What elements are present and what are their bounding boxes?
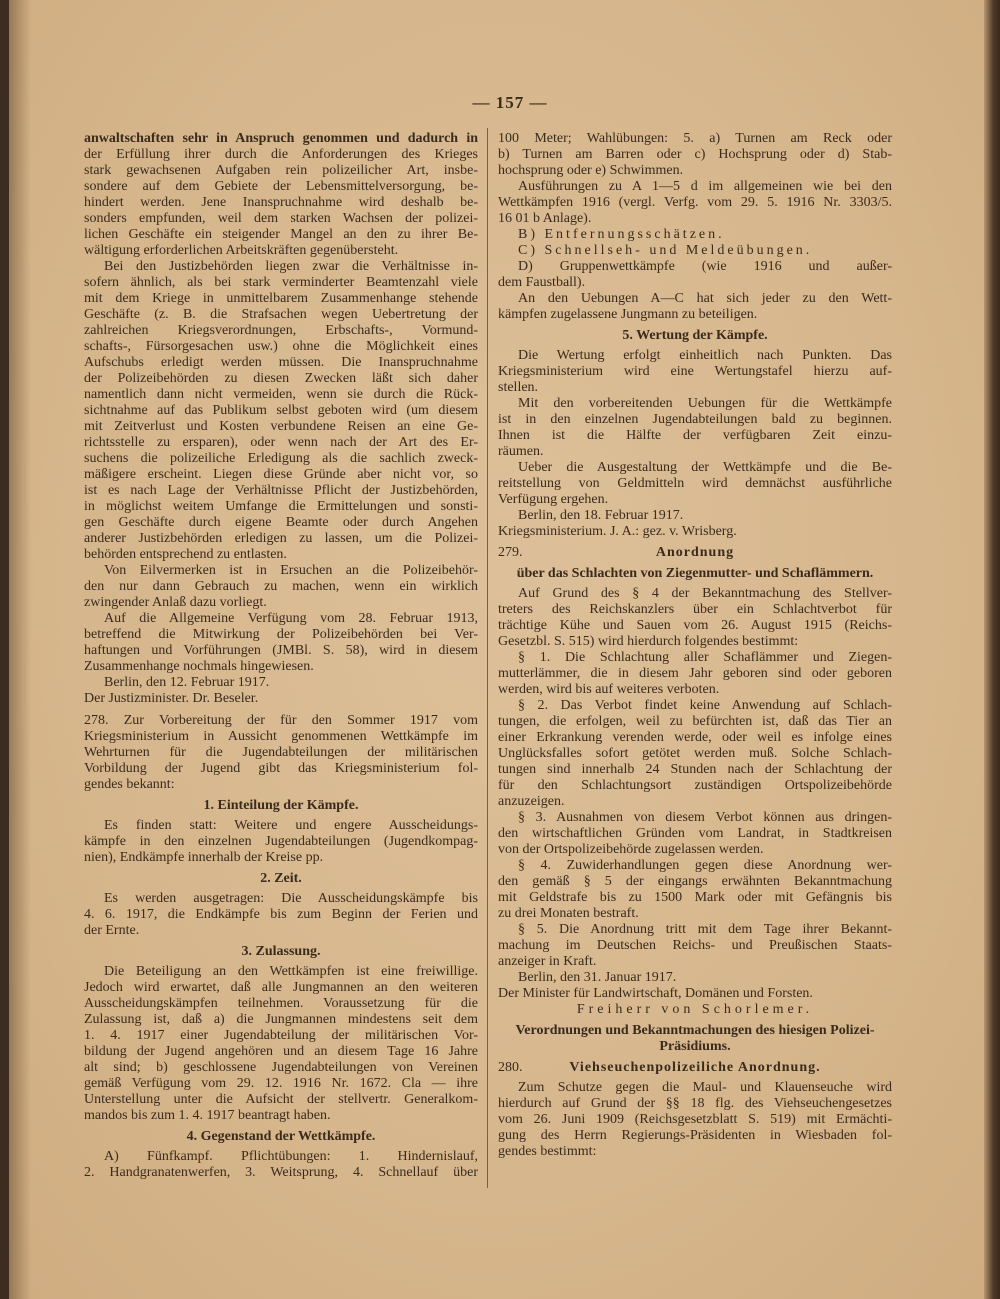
text-line: reitstellung von Geldmitteln wird demnächst ausführliche (498, 476, 892, 491)
text-line: namentlich dann nicht vermeiden, wenn sie durch die Rück- (84, 387, 478, 402)
dateline: Berlin, den 31. Januar 1917. (518, 970, 677, 985)
text-line: behörden entsprechend zu entlasten. (84, 547, 287, 562)
text-line: anzuzeigen. (498, 794, 565, 809)
text-line: Der Minister für Landwirtschaft, Domänen und Forsten. (498, 986, 813, 1001)
section-number: 280. (498, 1060, 523, 1075)
text-line: Ausführungen zu A 1—5 d im allgemeinen wie bei den (518, 179, 892, 194)
gutter-shadow (9, 0, 31, 1299)
text-line: suchens die polizeiliche Erledigung als die sachlich zweck- (84, 451, 478, 466)
text-line: richtsstelle zu ersparen), oder wenn nach der Art des Er- (84, 435, 478, 450)
paragraph (84, 891, 478, 939)
column-divider (487, 128, 488, 1188)
section-heading: Viehseuchenpolizeiliche Anordnung. (569, 1060, 821, 1075)
text-line: hindert werden. Jene Inanspruchnahme wird deshalb be- (84, 195, 478, 210)
paragraph (498, 922, 892, 970)
text-line: zwingender Anlaß dazu vorliegt. (84, 595, 267, 610)
text-line: gen Geschäfte durch eigene Beamte oder durch Angehen (84, 515, 478, 530)
section-heading: 1. Einteilung der Kämpfe. (203, 798, 359, 813)
page-edge (984, 0, 1000, 1299)
text-line: den gemäß § 5 der eingangs erwähnten Bekanntmachung (498, 874, 892, 889)
text-line: lichen Geschäfte ein steigender Mangel an den zu ihrer Be- (84, 227, 478, 242)
text-line: sofern ähnlich, als bei stark verminderter Beamtenzahl viele (84, 275, 478, 290)
paragraph (498, 291, 892, 323)
text-line: Auf die Allgemeine Verfügung vom 28. Februar 1913, (104, 611, 478, 626)
text-line: gendes bekannt: (84, 777, 175, 792)
text-line: mit dem Kriege in unmittelbarem Zusammenhange stehende (84, 291, 478, 306)
text-line: Mit den vorbereitenden Uebungen für die Wettkämpfe (518, 396, 892, 411)
text-line: Von Eilvermerken ist in Ersuchen an die Polizeibehör- (104, 563, 478, 578)
section-heading: 5. Wertung der Kämpfe. (622, 328, 768, 343)
text-line: Jedoch wird erwartet, daß alle Jungmannen an den weiteren (84, 980, 478, 995)
spaced-item: C) Schnellseh- und Meldeübungen. (518, 243, 813, 258)
text-line: Es finden statt: Weitere und engere Ausscheidungs- (104, 818, 478, 833)
paragraph (498, 396, 892, 460)
paragraph (498, 810, 892, 858)
dateline: Berlin, den 12. Februar 1917. (104, 675, 270, 690)
text-line: ist es nach Lage der Verhältnisse Pflicht der Justizbehörden, (84, 483, 478, 498)
section-heading: über das Schlachten von Ziegenmutter- und Schaflämmern. (516, 566, 874, 581)
text-line: betreffend die Mitwirkung der Polizeibehörden bei Ver- (84, 627, 478, 642)
paragraph (498, 650, 892, 698)
text-line: der Erfüllung ihrer durch die Anforderungen des Krieges (84, 147, 478, 162)
paragraph (84, 259, 478, 563)
text-line: stellen. (498, 380, 539, 395)
text-line: § 1. Die Schlachtung aller Schaflämmer und Ziegen- (518, 650, 892, 665)
paragraph (498, 259, 892, 291)
text-line: nien), Endkämpfe innerhalb der Kreise pp. (84, 850, 324, 865)
text-line: Geschäfte (z. B. die Strafsachen wegen Uebertretung der (84, 307, 478, 322)
text-line: mit Geldstrafe bis zu 1500 Mark oder mit Gefängnis bis (498, 890, 892, 905)
section-heading: Verordnungen und Bekanntmachungen des hiesigen Polizei-Präsidiums. (515, 1023, 875, 1054)
text-line: hochsprung oder e) Schwimmen. (498, 163, 684, 178)
text-line: wältigung erforderlichen Arbeitskräften gegenübersteht. (84, 243, 399, 258)
text-line: sichtnahme auf das Publikum selbst geboten wird (um diesem (84, 403, 478, 418)
paragraph (84, 818, 478, 866)
text-line: Ausscheidungskämpfen teilnehmen. Voraussetzung für die (84, 996, 478, 1011)
text-line: mandos bis zum 1. 4. 1917 beantragt haben. (84, 1108, 331, 1123)
text-line: mit Zeitverlust und Kosten verbundene Reisen an eine Ge- (84, 419, 478, 434)
left-column (84, 131, 478, 1181)
text-line: Kriegsministerium wird eine Wertungstafel hierzu auf- (498, 364, 892, 379)
text-line: tungen, die erfolgen, weil zu befürchten ist, daß das Tier an (498, 714, 892, 729)
text-line: Unterstellung unter die Aufsicht der stellvertr. Generalkom- (84, 1092, 478, 1107)
text-line: gendes bestimmt: (498, 1144, 597, 1159)
text-line: Es werden ausgetragen: Die Ausscheidungskämpfe bis (104, 891, 478, 906)
section-heading: 4. Gegenstand der Wettkämpfe. (186, 1129, 376, 1144)
text-line: Verfügung ergehen. (498, 492, 609, 507)
text-line: den wirtschaftlichen Gründen vom Landrat, in Stadtkreisen (498, 826, 892, 841)
text-line: den nur dann Gebrauch zu machen, wenn ein wirklich (84, 579, 478, 594)
text-line: A) Fünfkampf. Pflichtübungen: 1. Hindernislauf, (104, 1149, 478, 1164)
text-line: dem Faustball). (498, 275, 586, 290)
section-number: 279. (498, 545, 523, 560)
text-line: 1. 4. 1917 einer Jugendabteilung der militärischen Vor- (84, 1028, 478, 1043)
paragraph (498, 131, 892, 179)
page-number: — 157 — (472, 93, 548, 112)
text-line: Wehrturnen für die Jugendabteilungen der militärischen (84, 745, 478, 760)
text-line: An den Uebungen A—C hat sich jeder zu den Wett- (518, 291, 892, 306)
text-line: 4. 6. 1917, die Endkämpfe bis zum Beginn der Ferien und (84, 907, 478, 922)
text-line: b) Turnen am Barren oder c) Hochsprung oder d) Stab- (498, 147, 892, 162)
text-line: mutterlämmer, die in diesem Jahr geboren sind oder geboren (498, 666, 892, 681)
dateline: Berlin, den 18. Februar 1917. (518, 508, 684, 523)
text-line: § 3. Ausnahmen von diesem Verbot können aus dringen- (518, 810, 892, 825)
text-line: in möglichst weitem Umfange die Ermittelungen und sonsti- (84, 499, 478, 514)
text-line: § 4. Zuwiderhandlungen gegen diese Anordnung wer- (518, 858, 892, 873)
paragraph (498, 698, 892, 810)
text-line: hierdurch auf Grund der §§ 18 flg. des Viehseuchengesetzes (498, 1096, 892, 1111)
text-line: einer Erkrankung verenden werde, oder weil es infolge eines (498, 730, 892, 745)
text-line: D) Gruppenwettkämpfe (wie 1916 und außer- (518, 259, 892, 274)
paragraph (84, 964, 478, 1124)
text-line: ist in den einzelnen Jugendabteilungen bald zu beginnen. (498, 412, 892, 427)
text-line: treters des Reichskanzlers über ein Schlachtverbot für (498, 602, 892, 617)
text-line: gung des Herrn Regierungs-Präsidenten in Wiesbaden fol- (498, 1128, 892, 1143)
text-line: bildung der Jugend angehören und an diesem Tage 16 Jahre (84, 1044, 478, 1059)
text-line: anwaltschaften sehr in Anspruch genommen und dadurch in (84, 131, 478, 146)
signature: Kriegsministerium. J. A.: gez. v. Wrisberg. (498, 524, 737, 539)
signature-name: Freiherr von Schorlemer. (576, 1002, 814, 1017)
text-line: trächtige Kühe und Sauen vom 26. August 1915 (Reichs- (498, 618, 892, 633)
text-line: werden, wird bis auf weiteres verboten. (498, 682, 720, 697)
right-column (498, 131, 892, 1160)
text-line: Aufschubs erledigt werden müssen. Die Inanspruchnahme (84, 355, 478, 370)
text-line: tungen sind innerhalb 24 Stunden nach der Schlachtung der (498, 762, 892, 777)
text-line: § 5. Die Anordnung tritt mit dem Tage ihrer Bekannt- (518, 922, 892, 937)
text-line: 2. Handgranatenwerfen, 3. Weitsprung, 4. Schnellauf über (84, 1165, 478, 1180)
text-line: gemäß Verfügung vom 29. 12. 1916 Nr. 1672. Cla — ihre (84, 1076, 478, 1091)
text-line: schafts-, Fürsorgesachen usw.) ohne die Möglichkeit eines (84, 339, 478, 354)
text-line: Kriegsministerium in Aussicht genommenen Wettkämpfe im (84, 729, 478, 744)
section-heading: 2. Zeit. (260, 871, 302, 886)
section-title (498, 545, 892, 561)
section-heading: 3. Zulassung. (241, 944, 321, 959)
text-line: Die Wertung erfolgt einheitlich nach Punkten. Das (518, 348, 892, 363)
text-line: Die Beteiligung an den Wettkämpfen ist eine freiwillige. (104, 964, 478, 979)
text-line: Vorbildung der Jugend gibt das Kriegsministerium fol- (84, 761, 478, 776)
text-line: Ueber die Ausgestaltung der Wettkämpfe und die Be- (518, 460, 892, 475)
text-line: stark gewachsenen Aufgaben rein polizeilicher Art, insbe- (84, 163, 478, 178)
text-line: haftungen und Vorführungen (JMBl. S. 58), wird in diesem (84, 643, 478, 658)
paragraph (498, 858, 892, 922)
text-line: machung im Deutschen Reichs- und Preußischen Staats- (498, 938, 892, 953)
text-line: für den Schlachtungsort zuständigen Ortspolizeibehörde (498, 778, 892, 793)
text-line: mäßigere erscheint. Liegen diese Gründe aber nicht vor, so (84, 467, 478, 482)
text-line: der Polizeibehörden zu diesen Zwecken läßt sich daher (84, 371, 478, 386)
book-binding (0, 0, 9, 1299)
text-line: Zusammenhange nochmals hingewiesen. (84, 659, 314, 674)
text-line: vom 26. Juni 1909 (Reichsgesetzblatt S. 519) mit Ermächti- (498, 1112, 892, 1127)
paragraph (498, 586, 892, 650)
section-heading: Anordnung (655, 545, 735, 560)
text-line: sonders empfunden, weil dem starken Wachsen der polizei- (84, 211, 478, 226)
spaced-item: B) Entfernungsschätzen. (518, 227, 725, 242)
text-line: Zulassung ist, daß a) die Jungmannen mindestens seit dem (84, 1012, 478, 1027)
paragraph (84, 131, 478, 259)
text-line: Zum Schutze gegen die Maul- und Klauenseuche wird (518, 1080, 892, 1095)
paragraph (498, 460, 892, 508)
text-line: anzeiger in Kraft. (498, 954, 597, 969)
section-title (498, 1060, 892, 1076)
paragraph (498, 348, 892, 396)
paragraph (84, 713, 478, 793)
text-line: § 2. Das Verbot findet keine Anwendung auf Schlach- (518, 698, 892, 713)
text-line: 100 Meter; Wahlübungen: 5. a) Turnen am Reck oder (498, 131, 892, 146)
text-line: zu drei Monaten bestraft. (498, 906, 639, 921)
text-line: 278. Zur Vorbereitung der für den Sommer 1917 vom (84, 713, 478, 728)
text-line: Gesetzbl. S. 515) wird hierdurch folgendes bestimmt: (498, 634, 799, 649)
paragraph (498, 179, 892, 227)
text-line: räumen. (498, 444, 544, 459)
text-line: kämpfe in den einzelnen Jugendabteilungen (Jugendkompag- (84, 834, 478, 849)
text-line: Auf Grund des § 4 der Bekanntmachung des Stellver- (518, 586, 892, 601)
text-line: zahlreichen Kriegsverordnungen, Erbschafts-, Vormund- (84, 323, 478, 338)
text-line: von der Ortspolizeibehörde zugelassen werden. (498, 842, 764, 857)
paragraph (84, 563, 478, 611)
text-line: sondere auf dem Gebiete der Lebensmittelversorgung, be- (84, 179, 478, 194)
text-line: kämpfen zugelassene Jungmann zu beteiligen. (498, 307, 758, 322)
paragraph (84, 611, 478, 675)
paragraph (498, 1080, 892, 1160)
text-line: anderer Justizbehörden erledigen zu lassen, um die Polizei- (84, 531, 478, 546)
text-line: der Ernte. (84, 923, 140, 938)
text-line: Bei den Justizbehörden liegen zwar die Verhältnisse in- (104, 259, 478, 274)
paragraph (84, 1149, 478, 1181)
text-line: Ihnen ist die Hälfte der verfügbaren Zeit einzu- (498, 428, 892, 443)
text-line: 16 01 b Anlage). (498, 211, 592, 226)
text-line: alt sind; b) geschlossene Jugendabteilungen von Vereinen (84, 1060, 478, 1075)
signature: Der Justizminister. Dr. Beseler. (84, 691, 259, 706)
text-line: Unglücksfalles sofort getötet werden muß. Solche Schlach- (498, 746, 892, 761)
text-line: Wettkämpfen 1916 (vergl. Verfg. vom 29. 5. 1916 Nr. 3303/5. (498, 195, 892, 210)
